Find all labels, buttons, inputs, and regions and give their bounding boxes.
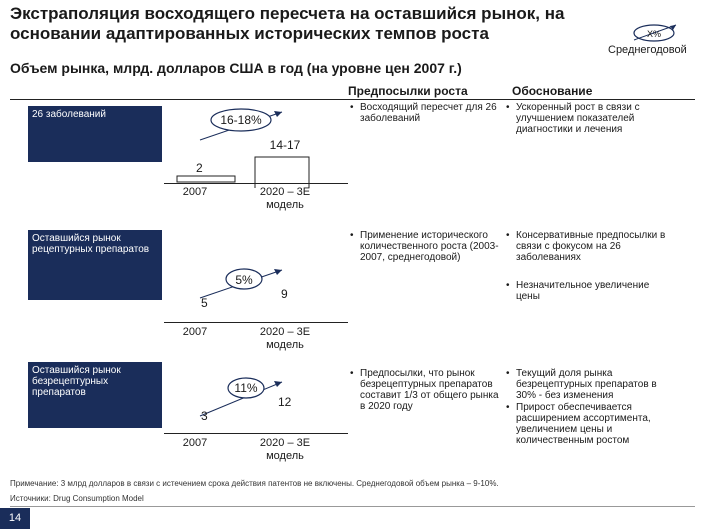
source-note: Источники: Drug Consumption Model bbox=[10, 494, 144, 503]
page-number: 14 bbox=[0, 508, 30, 529]
row-label-box bbox=[28, 106, 162, 162]
legend-badge bbox=[630, 22, 680, 44]
year-2007: 2007 bbox=[182, 186, 208, 198]
cagr-label: 11% bbox=[234, 381, 258, 395]
year-2007: 2007 bbox=[182, 326, 208, 338]
row-chart bbox=[160, 240, 350, 320]
row-label-box bbox=[28, 362, 162, 428]
rationale-item: • Консервативные предпосылки в связи с фокусом на 26 заболеваниях bbox=[506, 230, 666, 263]
rationale-item: • Незначительное увеличение цены bbox=[506, 280, 650, 302]
column-rationale: Обоснование bbox=[512, 84, 593, 98]
value-2007: 2 bbox=[196, 161, 203, 175]
cagr-label: 16-18% bbox=[220, 113, 262, 127]
value-2020: 12 bbox=[278, 395, 292, 409]
axis-line bbox=[164, 183, 348, 184]
axis-line bbox=[164, 322, 348, 323]
page-subtitle: Объем рынка, млрд. долларов США в год (на уровне цен 2007 г.) bbox=[10, 60, 462, 76]
row-label-box bbox=[28, 230, 162, 300]
premise-item: • Предпосылки, что рынок безрецептурных препаратов составит 1/3 от общего рынка в 2020 году bbox=[350, 368, 499, 412]
legend-badge-text: X% bbox=[646, 29, 662, 39]
footer-divider bbox=[10, 506, 695, 507]
axis-line bbox=[164, 433, 348, 434]
column-premises: Предпосылки роста bbox=[348, 84, 468, 98]
cagr-label: 5% bbox=[235, 273, 253, 287]
premise-item: • Восходящий пересчет для 26 заболеваний bbox=[350, 102, 497, 124]
header-divider bbox=[10, 99, 695, 100]
page-title: Экстраполяция восходящего пересчета на оставшийся рынок, на основании адаптированных исторических темпов роста bbox=[10, 4, 565, 43]
premise-item: • Применение исторического количественного роста (2003-2007, среднегодовой) bbox=[350, 230, 499, 263]
footnote: Примечание: 3 млрд долларов в связи с истечением срока действия патентов не включены. Среднегодовой объем рынка – 9-10%. bbox=[10, 479, 499, 488]
year-2020: 2020 – 3E модель bbox=[259, 186, 311, 211]
value-2020: 9 bbox=[281, 287, 288, 301]
rationale-item: • Ускоренный рост в связи с улучшением показателей диагностики и лечения bbox=[506, 102, 640, 135]
bar-2007 bbox=[177, 176, 235, 182]
year-2020: 2020 – 3E модель bbox=[259, 437, 311, 462]
value-2020: 14-17 bbox=[269, 138, 301, 152]
value-2007: 5 bbox=[201, 296, 208, 310]
row-label: Оставшийся рынок рецептурных препаратов bbox=[32, 233, 150, 255]
row-chart bbox=[160, 360, 350, 440]
year-2007: 2007 bbox=[182, 437, 208, 449]
legend-label: Среднегодовой bbox=[608, 44, 687, 56]
row-label: 26 заболеваний bbox=[32, 109, 106, 120]
row-label: Оставшийся рынок безрецептурных препаратов bbox=[32, 365, 121, 398]
year-2020: 2020 – 3E модель bbox=[259, 326, 311, 351]
rationale-item: • Прирост обеспечивается расширением ассортимента, увеличением цены и количественным ростом bbox=[506, 402, 651, 446]
value-2007: 3 bbox=[201, 409, 208, 423]
rationale-item: • Текущий доля рынка безрецептурных препаратов в 30% - без изменения bbox=[506, 368, 657, 401]
